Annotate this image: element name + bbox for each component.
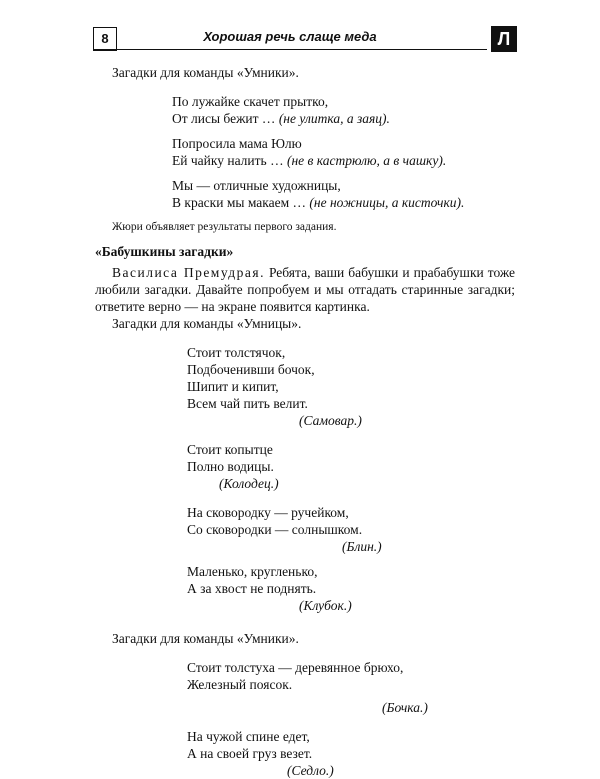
riddle-answer: (Блин.) — [342, 539, 382, 554]
riddle-answer: (Самовар.) — [299, 413, 362, 428]
riddle-line: Стоит копытце — [187, 442, 273, 457]
riddle-line: Стоит толстячок, — [187, 345, 286, 360]
riddle-answer: (Бочка.) — [382, 700, 428, 715]
speech-paragraph — [95, 264, 515, 315]
riddle-answer: (не улитка, а заяц). — [278, 111, 390, 126]
publisher-logo: Л — [491, 26, 517, 52]
riddle-answer: (не в кастрюлю, а в чашку). — [286, 153, 447, 168]
section-heading: «Бабушкины загадки» — [95, 244, 234, 259]
riddle-line — [172, 110, 515, 127]
riddle-line: На чужой спине едет, — [187, 729, 310, 744]
riddle-answer: (не ножницы, а кисточки). — [309, 195, 465, 210]
riddle-line: Полно водицы. — [187, 459, 274, 474]
riddle-line: Всем чай пить велит. — [187, 396, 308, 411]
riddle-answer: (Клубок.) — [299, 598, 352, 613]
riddle-answer: (Седло.) — [287, 763, 334, 778]
team-intro-umnitsy: Загадки для команды «Умницы». — [112, 316, 302, 331]
speech-text: Ребята, ваши бабушки и прабабушки тоже любили загадки. Давайте попробуем и мы отгадать старинные загадки; ответите верно — на экране появится картинка. — [95, 265, 515, 314]
riddle-line — [172, 194, 515, 211]
riddle-text: От лисы бежит … — [172, 111, 279, 126]
team-intro-umniki: Загадки для команды «Умники». — [112, 65, 299, 80]
riddle-line: На сковородку — ручейком, — [187, 505, 349, 520]
riddle-line: Мы — отличные художницы, — [172, 178, 341, 193]
riddle-line: Маленько, кругленько, — [187, 564, 318, 579]
riddle-line: Стоит толстуха — деревянное брюхо, — [187, 660, 404, 675]
riddle-block — [187, 659, 515, 779]
riddle-line: А на своей груз везет. — [187, 746, 313, 761]
header-rule — [93, 49, 487, 50]
riddle-line: А за хвост не поднять. — [187, 581, 317, 596]
jury-note: Жюри объявляет результаты первого задания. — [112, 221, 337, 233]
riddle-line: Со сковородки — солнышком. — [187, 522, 363, 537]
riddle-line: По лужайке скачет прытко, — [172, 94, 329, 109]
team-intro-umniki-2: Загадки для команды «Умники». — [112, 631, 299, 646]
riddle-answer: (Колодец.) — [219, 476, 279, 491]
riddle-line — [172, 152, 515, 169]
page-number: 8 — [93, 27, 117, 51]
riddle-text: Ей чайку налить … — [172, 153, 287, 168]
running-header — [93, 26, 517, 52]
page-content — [95, 64, 515, 779]
riddle-line: Шипит и кипит, — [187, 379, 279, 394]
riddle-line: Попросила мама Юлю — [172, 136, 302, 151]
riddle-text: В краски мы макаем … — [172, 195, 310, 210]
riddle-block — [172, 93, 515, 211]
header-title: Хорошая речь слаще меда — [203, 29, 377, 44]
riddle-line: Подбоченивши бочок, — [187, 362, 315, 377]
riddle-block — [187, 344, 515, 614]
riddle-line: Железный поясок. — [187, 677, 293, 692]
speaker-name: Василиса Премудрая. — [112, 265, 265, 280]
